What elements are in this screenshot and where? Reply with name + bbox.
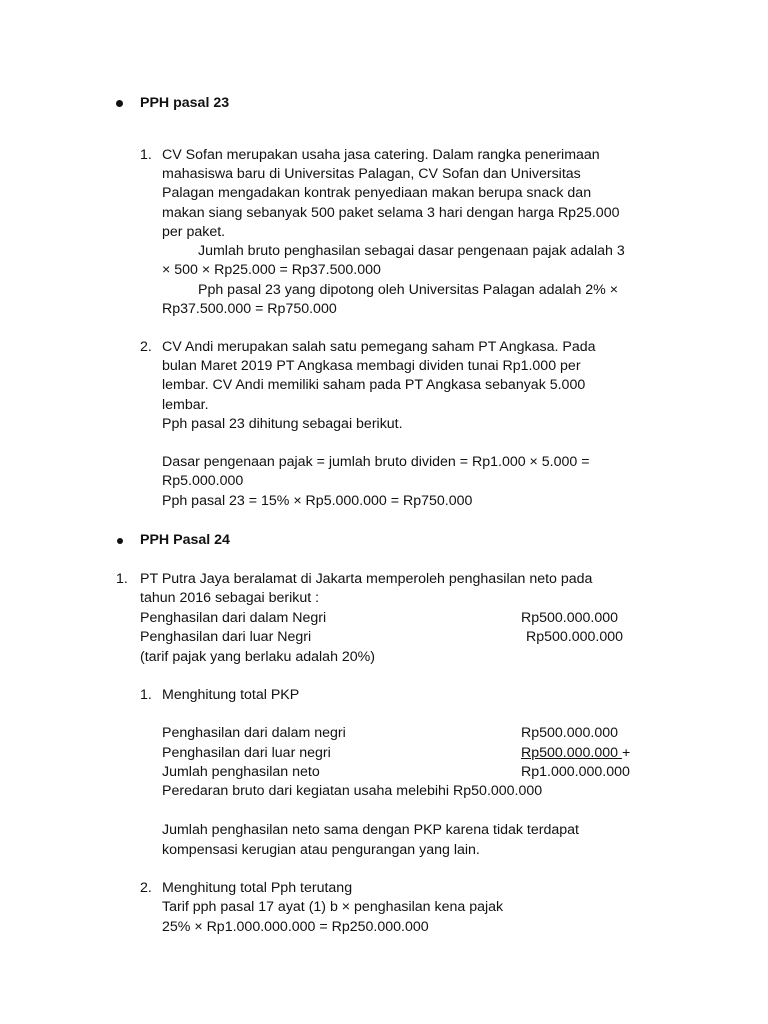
bullet-icon: [116, 100, 123, 107]
pkp-value: Rp1.000.000.000: [521, 764, 630, 780]
paragraph-line: makan siang sebanyak 500 paket selama 3 hari dengan harga Rp25.000: [162, 205, 620, 221]
list-number: 1.: [140, 147, 152, 163]
calc-line: 25% × Rp1.000.000.000 = Rp250.000.000: [162, 919, 429, 935]
list-number: 1.: [140, 687, 152, 703]
calc-line: × 500 × Rp25.000 = Rp37.500.000: [162, 262, 381, 278]
pkp-label: Penghasilan dari luar negri: [162, 745, 331, 761]
income-value: Rp500.000.000: [526, 629, 624, 645]
paragraph-line: PT Putra Jaya beralamat di Jakarta memperoleh penghasilan neto pada: [140, 571, 593, 587]
calc-line: Rp5.000.000: [162, 473, 244, 489]
paragraph-line: Pph pasal 23 dihitung sebagai berikut.: [162, 416, 403, 432]
income-value: Rp500.000.000: [521, 610, 619, 626]
paragraph-line: tahun 2016 sebagai berikut :: [140, 590, 320, 606]
subsection-title: Menghitung total PKP: [162, 687, 300, 703]
pkp-label: Penghasilan dari dalam negri: [162, 725, 346, 741]
paragraph-line: mahasiswa baru di Universitas Palagan, CV Sofan dan Universitas: [162, 166, 581, 182]
bullet-icon: [117, 538, 123, 544]
income-label: Penghasilan dari luar Negri: [140, 629, 312, 645]
tax-rate-note: (tarif pajak yang berlaku adalah 20%): [140, 649, 376, 665]
calc-line: Rp37.500.000 = Rp750.000: [162, 301, 337, 317]
note-line: kompensasi kerugian atau pengurangan yang lain.: [162, 842, 480, 858]
pkp-value: Rp500.000.000: [521, 725, 619, 741]
paragraph-line: per paket.: [162, 224, 226, 240]
income-label: Penghasilan dari dalam Negri: [140, 610, 327, 626]
section-heading-pph24: PPH Pasal 24: [140, 532, 230, 548]
subsection-title: Menghitung total Pph terutang: [162, 880, 353, 896]
paragraph-line: CV Sofan merupakan usaha jasa catering. Dalam rangka penerimaan: [162, 147, 600, 163]
paragraph-line: bulan Maret 2019 PT Angkasa membagi dividen tunai Rp1.000 per: [162, 358, 581, 374]
section-heading-pph23: PPH pasal 23: [140, 95, 230, 111]
paragraph-line: CV Andi merupakan salah satu pemegang saham PT Angkasa. Pada: [162, 339, 596, 355]
pkp-label: Jumlah penghasilan neto: [162, 764, 320, 780]
list-number: 1.: [116, 571, 128, 587]
calc-line: Pph pasal 23 = 15% × Rp5.000.000 = Rp750.000: [162, 493, 473, 509]
underlined-value: Rp500.000.000: [521, 745, 622, 761]
calc-line: Dasar pengenaan pajak = jumlah bruto dividen = Rp1.000 × 5.000 =: [162, 454, 590, 470]
note-line: Jumlah penghasilan neto sama dengan PKP karena tidak terdapat: [162, 822, 579, 838]
plus-sign: +: [621, 745, 631, 761]
paragraph-line: lembar. CV Andi memiliki saham pada PT Angkasa sebanyak 5.000: [162, 377, 586, 393]
calc-line: Tarif pph pasal 17 ayat (1) b × penghasilan kena pajak: [162, 899, 504, 915]
calc-line: Pph pasal 23 yang dipotong oleh Universitas Palagan adalah 2% ×: [198, 282, 619, 298]
peredaran-line: Peredaran bruto dari kegiatan usaha melebihi Rp50.000.000: [162, 783, 543, 799]
calc-line: Jumlah bruto penghasilan sebagai dasar pengenaan pajak adalah 3: [198, 243, 625, 259]
paragraph-line: lembar.: [162, 397, 209, 413]
list-number: 2.: [140, 880, 152, 896]
list-number: 2.: [140, 339, 152, 355]
pkp-value-underlined: [521, 744, 630, 764]
paragraph-line: Palagan mengadakan kontrak penyediaan makan berupa snack dan: [162, 185, 592, 201]
